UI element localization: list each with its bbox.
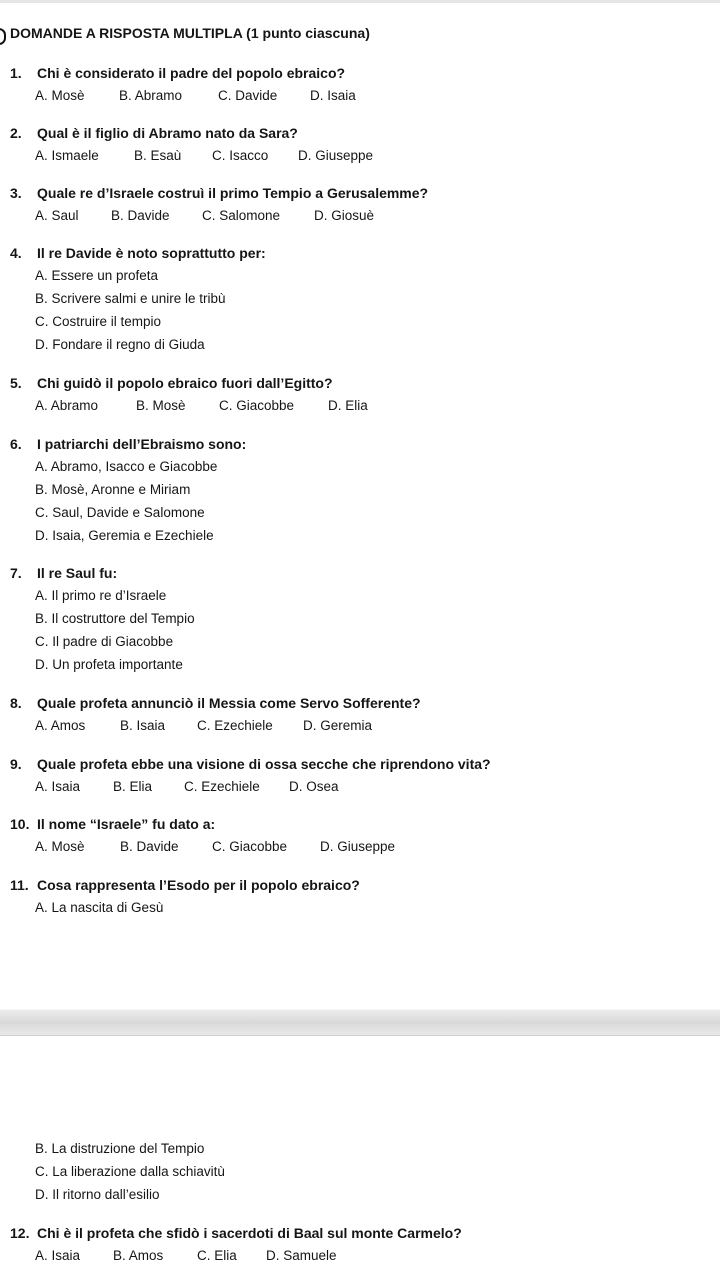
section-title: DOMANDE A RISPOSTA MULTIPLA (1 punto ciascuna)	[10, 25, 370, 41]
option-b[interactable]: B. Il costruttore del Tempio	[35, 611, 195, 626]
option-a[interactable]: A. Isaia	[35, 1248, 81, 1263]
option-d[interactable]: D. Samuele	[266, 1248, 337, 1263]
option-d[interactable]: D. Elia	[328, 398, 368, 413]
question-number: 10.	[10, 816, 30, 832]
question-number: 9.	[10, 756, 22, 772]
option-a[interactable]: A. Abramo	[35, 398, 99, 413]
question-number: 1.	[10, 65, 22, 81]
page-top-edge	[0, 0, 720, 3]
question-text: Chi guidò il popolo ebraico fuori dall’Egitto?	[37, 375, 333, 391]
option-c[interactable]: C. Giacobbe	[219, 398, 295, 413]
option-d[interactable]: D. Fondare il regno di Giuda	[35, 337, 205, 352]
option-d[interactable]: D. Giuseppe	[320, 839, 396, 854]
option-c[interactable]: C. Salomone	[202, 208, 281, 223]
question-number: 3.	[10, 185, 22, 201]
question-text: Il nome “Israele” fu dato a:	[37, 816, 216, 832]
option-b[interactable]: B. Mosè	[136, 398, 186, 413]
question-text: Quale re d’Israele costruì il primo Tempio a Gerusalemme?	[37, 185, 429, 201]
option-d[interactable]: D. Isaia	[310, 88, 356, 103]
question-number: 7.	[10, 565, 22, 581]
option-a[interactable]: A. Il primo re d’Israele	[35, 588, 167, 603]
option-b[interactable]: B. Abramo	[119, 88, 183, 103]
question-number: 4.	[10, 245, 22, 261]
option-a[interactable]: A. La nascita di Gesù	[35, 900, 164, 915]
option-b[interactable]: B. Scrivere salmi e unire le tribù	[35, 291, 226, 306]
option-b[interactable]: B. Davide	[120, 839, 179, 854]
question-text: Il re Davide è noto soprattutto per:	[37, 245, 266, 261]
question-text: Qual è il figlio di Abramo nato da Sara?	[37, 125, 298, 141]
option-a[interactable]: A. Abramo, Isacco e Giacobbe	[35, 459, 218, 474]
option-a[interactable]: A. Saul	[35, 208, 79, 223]
question-text: Quale profeta annunciò il Messia come Servo Sofferente?	[37, 695, 421, 711]
option-c[interactable]: C. Ezechiele	[184, 779, 260, 794]
question-text: Il re Saul fu:	[37, 565, 118, 581]
question-text: Quale profeta ebbe una visione di ossa secche che riprendono vita?	[37, 756, 491, 772]
option-b[interactable]: B. Amos	[113, 1248, 164, 1263]
option-c[interactable]: C. Davide	[218, 88, 278, 103]
option-d[interactable]: D. Il ritorno dall’esilio	[35, 1187, 160, 1202]
option-c[interactable]: C. Giacobbe	[212, 839, 288, 854]
question-text: Chi è considerato il padre del popolo ebraico?	[37, 65, 346, 81]
page-break-gap	[0, 1009, 720, 1036]
option-b[interactable]: B. Isaia	[120, 718, 166, 733]
question-text: Cosa rappresenta l’Esodo per il popolo ebraico?	[37, 877, 360, 893]
option-b[interactable]: B. Elia	[113, 779, 153, 794]
question-text: I patriarchi dell’Ebraismo sono:	[37, 436, 247, 452]
option-c[interactable]: C. Il padre di Giacobbe	[35, 634, 174, 649]
section-bullet-icon	[0, 28, 6, 45]
option-b[interactable]: B. Davide	[111, 208, 170, 223]
option-d[interactable]: D. Osea	[289, 779, 339, 794]
option-c[interactable]: C. Ezechiele	[197, 718, 273, 733]
question-number: 2.	[10, 125, 22, 141]
option-c[interactable]: C. La liberazione dalla schiavitù	[35, 1164, 225, 1179]
question-number: 6.	[10, 436, 22, 452]
option-b[interactable]: B. Mosè, Aronne e Miriam	[35, 482, 191, 497]
question-number: 8.	[10, 695, 22, 711]
question-number: 5.	[10, 375, 22, 391]
option-b[interactable]: B. La distruzione del Tempio	[35, 1141, 205, 1156]
option-c[interactable]: C. Costruire il tempio	[35, 314, 162, 329]
question-text: Chi è il profeta che sfidò i sacerdoti di Baal sul monte Carmelo?	[37, 1225, 462, 1241]
option-a[interactable]: A. Mosè	[35, 839, 85, 854]
option-d[interactable]: D. Giosuè	[314, 208, 375, 223]
option-b[interactable]: B. Esaù	[134, 148, 182, 163]
question-number: 12.	[10, 1225, 30, 1241]
option-d[interactable]: D. Giuseppe	[298, 148, 374, 163]
option-a[interactable]: A. Ismaele	[35, 148, 99, 163]
option-c[interactable]: C. Elia	[197, 1248, 237, 1263]
option-a[interactable]: A. Amos	[35, 718, 86, 733]
option-a[interactable]: A. Isaia	[35, 779, 81, 794]
option-d[interactable]: D. Geremia	[303, 718, 373, 733]
question-number: 11.	[10, 877, 29, 893]
option-c[interactable]: C. Isacco	[212, 148, 269, 163]
option-a[interactable]: A. Mosè	[35, 88, 85, 103]
option-a[interactable]: A. Essere un profeta	[35, 268, 159, 283]
option-c[interactable]: C. Saul, Davide e Salomone	[35, 505, 205, 520]
option-d[interactable]: D. Un profeta importante	[35, 657, 183, 672]
option-d[interactable]: D. Isaia, Geremia e Ezechiele	[35, 528, 214, 543]
